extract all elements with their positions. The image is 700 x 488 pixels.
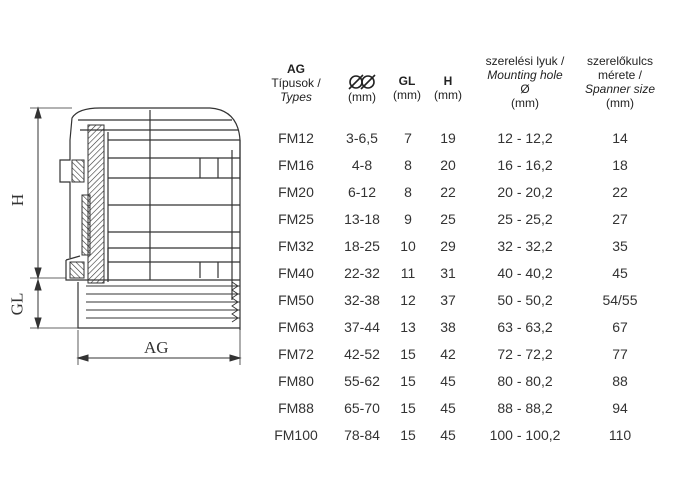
cell-cable-range: 4-8 (351, 157, 373, 173)
cell-mounting-hole: 40 - 40,2 (497, 265, 553, 281)
table-row (260, 427, 690, 453)
cell-cable-range: 32-38 (344, 292, 380, 308)
cell-h: 42 (440, 346, 456, 362)
table-row (260, 292, 690, 318)
header-hole-l1: szerelési lyuk / (485, 54, 565, 68)
cell-mounting-hole: 25 - 25,2 (497, 211, 553, 227)
header-h-unit: (mm) (434, 88, 462, 102)
table-row (260, 373, 690, 399)
header-mounting-hole (470, 54, 580, 110)
cell-cable-range: 37-44 (344, 319, 380, 335)
table-row (260, 238, 690, 264)
table-row (260, 346, 690, 372)
cell-mounting-hole: 80 - 80,2 (497, 373, 553, 389)
header-hole-l2: Mounting hole (487, 68, 563, 82)
header-ag-sub1: Típusok / (271, 76, 321, 90)
cable-range-icon (347, 74, 377, 90)
cell-h: 45 (440, 373, 456, 389)
cell-spanner-size: 67 (612, 319, 628, 335)
cell-h: 29 (440, 238, 456, 254)
header-h (428, 74, 468, 102)
cell-spanner-size: 35 (612, 238, 628, 254)
table-row (260, 265, 690, 291)
cell-mounting-hole: 50 - 50,2 (497, 292, 553, 308)
cell-mounting-hole: 32 - 32,2 (497, 238, 553, 254)
header-gl-unit: (mm) (393, 88, 421, 102)
cell-gl: 15 (400, 346, 416, 362)
cell-h: 37 (440, 292, 456, 308)
ag-dimension-label: AG (144, 338, 169, 357)
cell-h: 25 (440, 211, 456, 227)
header-spanner-size (578, 54, 662, 110)
cell-cable-range: 42-52 (344, 346, 380, 362)
header-gl-title: GL (398, 74, 416, 88)
cell-spanner-size: 14 (612, 130, 628, 146)
header-gl (386, 74, 428, 102)
cell-cable-range: 6-12 (347, 184, 377, 200)
cell-spanner-size: 45 (612, 265, 628, 281)
cell-gl: 15 (400, 427, 416, 443)
cell-gl: 10 (400, 238, 416, 254)
cell-cable-range: 13-18 (344, 211, 380, 227)
cell-cable-range: 55-62 (344, 373, 380, 389)
header-span-l3: Spanner size (584, 82, 656, 96)
h-dimension-label: H (8, 193, 28, 207)
cell-mounting-hole: 20 - 20,2 (497, 184, 553, 200)
cell-mounting-hole: 63 - 63,2 (497, 319, 553, 335)
cell-cable-range: 22-32 (344, 265, 380, 281)
cell-mounting-hole: 16 - 16,2 (497, 157, 553, 173)
header-hole-l3: Ø (520, 82, 530, 96)
cell-spanner-size: 18 (612, 157, 628, 173)
header-ag-title: AG (287, 62, 305, 76)
cell-h: 31 (440, 265, 456, 281)
cable-gland-drawing (0, 0, 260, 488)
cell-spanner-size: 110 (608, 427, 632, 443)
cell-type: FM25 (278, 211, 314, 227)
header-span-unit: (mm) (606, 96, 634, 110)
cell-type: FM40 (278, 265, 314, 281)
cell-h: 19 (440, 130, 456, 146)
cell-spanner-size: 22 (612, 184, 628, 200)
cell-type: FM32 (278, 238, 314, 254)
table-row (260, 130, 690, 156)
cell-type: FM20 (278, 184, 314, 200)
header-cable-range (338, 74, 386, 104)
cell-type: FM72 (278, 346, 314, 362)
cell-type: FM50 (278, 292, 314, 308)
header-span-l1: szerelőkulcs (586, 54, 654, 68)
table-row (260, 157, 690, 183)
cell-type: FM63 (278, 319, 314, 335)
cell-mounting-hole: 12 - 12,2 (497, 130, 553, 146)
cell-gl: 15 (400, 400, 416, 416)
cell-gl: 8 (404, 157, 412, 173)
cell-gl: 11 (400, 265, 416, 281)
header-cable-unit: (mm) (348, 90, 376, 104)
table-row (260, 319, 690, 345)
cell-spanner-size: 54/55 (602, 292, 638, 308)
cell-h: 22 (440, 184, 456, 200)
header-ag (260, 62, 332, 104)
table-row (260, 211, 690, 237)
cell-cable-range: 78-84 (344, 427, 380, 443)
table-row (260, 400, 690, 426)
cell-h: 45 (440, 400, 456, 416)
header-span-l2: mérete / (597, 68, 642, 82)
cell-type: FM88 (278, 400, 314, 416)
gl-dimension-label: GL (7, 292, 27, 316)
table-row (260, 184, 690, 210)
cell-spanner-size: 88 (612, 373, 628, 389)
cell-type: FM16 (278, 157, 314, 173)
cell-mounting-hole: 72 - 72,2 (497, 346, 553, 362)
cell-gl: 13 (400, 319, 416, 335)
cell-type: FM12 (278, 130, 314, 146)
cell-cable-range: 18-25 (344, 238, 380, 254)
cell-gl: 12 (400, 292, 416, 308)
cell-spanner-size: 77 (612, 346, 628, 362)
cell-gl: 15 (400, 373, 416, 389)
cell-h: 38 (440, 319, 456, 335)
header-hole-unit: (mm) (511, 96, 539, 110)
cell-h: 45 (440, 427, 456, 443)
cell-type: FM100 (274, 427, 318, 443)
header-h-title: H (443, 74, 453, 88)
cell-gl: 9 (404, 211, 412, 227)
cell-mounting-hole: 88 - 88,2 (497, 400, 553, 416)
cell-h: 20 (440, 157, 456, 173)
cell-mounting-hole: 100 - 100,2 (489, 427, 561, 443)
cell-gl: 7 (404, 130, 412, 146)
cell-cable-range: 65-70 (344, 400, 380, 416)
cell-gl: 8 (404, 184, 412, 200)
cell-spanner-size: 94 (612, 400, 628, 416)
cell-cable-range: 3-6,5 (346, 130, 378, 146)
cell-spanner-size: 27 (612, 211, 628, 227)
cell-type: FM80 (278, 373, 314, 389)
header-ag-sub2: Types (280, 90, 312, 104)
